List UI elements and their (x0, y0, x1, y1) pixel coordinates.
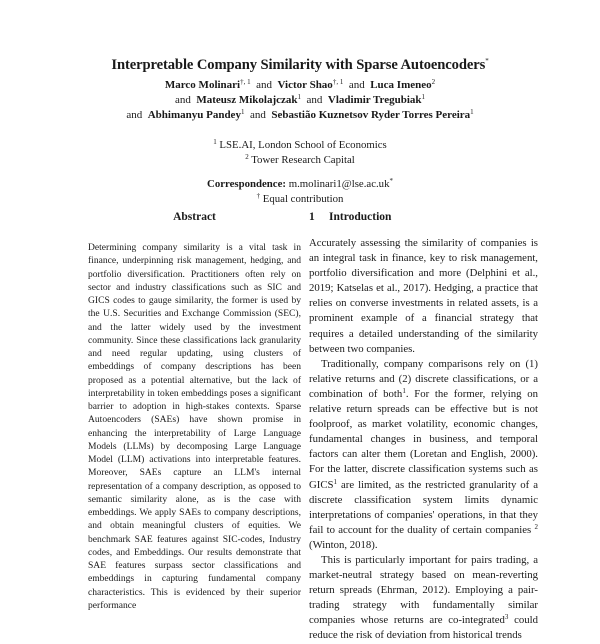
author-name: Mateusz Mikolajczak (196, 94, 298, 106)
author-affil-mark: 2 (431, 78, 436, 86)
text-span: . For the former, relying on relative return spreads can be effective but is not foolproof, as market volatility, economic changes, fundamental changes in business, and temporal factors can alter them (Loretan and English, 2000). For the latter, discrete classification systems such as GICS (309, 387, 538, 491)
text-span: are limited, as the restricted granularity of a discrete classification system limits dynamic interpretations of companies' operations, in that they fail to account for the duality of certain companies (309, 478, 538, 536)
correspondence-block (0, 177, 600, 206)
equal-contribution-mark: † (256, 191, 261, 200)
author-name: Sebastião Kuznetsov Ryder Torres Pereira (271, 109, 471, 121)
section-number: 1 (309, 211, 315, 223)
and-separator: and (256, 79, 272, 91)
title-footnote-mark: * (485, 57, 489, 65)
author-affil-mark: 1 (240, 108, 245, 116)
intro-paragraph-3 (309, 553, 538, 644)
section-title: Introduction (329, 211, 392, 223)
introduction-heading (309, 211, 391, 223)
text-span: (Winton, 2018). (309, 538, 378, 551)
affiliation-text: Tower Research Capital (251, 153, 355, 166)
affiliations (0, 138, 600, 167)
paper-title (0, 57, 600, 74)
author-affil-mark: †, 1 (332, 78, 344, 86)
correspondence-mark: * (389, 177, 393, 185)
text-span: Traditionally, company comparisons rely on (1) relative returns and (2) discrete classifications, or a combination of both (309, 357, 538, 400)
author-affil-mark: 1 (421, 93, 426, 101)
correspondence-line (0, 177, 600, 192)
author-affil-mark: 1 (297, 93, 301, 101)
abstract-text: Determining company similarity is a vital task in finance, underpinning risk management, hedging, and portfolio diversification. Practitioners often rely on sector and industry classifications such as SIC and GICS codes to gauge similarity, the former is used by the U.S. Securities and Exchange Commission (SEC), and the latter widely used by the investment community. Since these classifications lack granularity and need regular updating, using clusters of embeddings of company descriptions has been proposed as a potential alternative, but the lack of interpretability in token embeddings poses a significant barrier to adoption in high-stakes contexts. Sparse Autoencoders (SAEs) have shown promise in enhancing the interpretability of Large Language Models (LLMs) by decomposing Large Language Model (LLM) activations into interpretable features. Moreover, SAEs capture an LLM's internal representation of a company description, as opposed to semantic similarity alone, as is the case with embeddings. We apply SAEs to company descriptions, and obtain meaningful clusters of equities. We benchmark SAE features against SIC-codes, Industry codes, and Embeddings. Our results demonstrate that SAE features surpass sector classifications and embeddings in capturing fundamental company characteristics. This is evidenced by their superior performance (88, 242, 301, 611)
and-separator: and (174, 94, 191, 106)
affiliation-text: LSE.AI, London School of Economics (219, 139, 387, 151)
text-span: This is particularly important for pairs trading, a market-neutral strategy based on mean-reverting return spreads (Ehrman, 2012). Employing a pair-trading strategy with fundamentally similar companies whose returns are co-integrated (309, 553, 538, 627)
author-line-2 (0, 93, 600, 108)
author-name: Abhimanyu Pandey (147, 109, 241, 121)
and-separator: and (348, 79, 365, 91)
author-list (0, 78, 600, 123)
intro-paragraph-1: Accurately assessing the similarity of companies is an integral task in finance, key to risk management, portfolio diversification and more (Delphini et al., 2019; Katselas et al., 2017). Hedging, a practice that relies on converse investments in related assets, is a prominent example of a financial strategy that requires a detailed understanding of the similarity between two companies. (309, 237, 538, 355)
intro-paragraph-2 (309, 357, 538, 553)
title-text: Interpretable Company Similarity with Sparse Autoencoders (111, 57, 486, 73)
and-separator: and (249, 109, 266, 121)
affiliation-1 (0, 138, 600, 153)
author-name: Marco Molinari (164, 79, 241, 91)
correspondence-label: Correspondence: (207, 178, 286, 190)
author-name: Victor Shao (277, 79, 333, 91)
equal-contribution-note (0, 192, 600, 207)
introduction-body (309, 236, 538, 644)
author-line-1 (0, 78, 600, 93)
footnote-mark: 3 (504, 613, 509, 622)
affiliation-mark: 2 (245, 152, 249, 161)
text-span: could reduce the risk of deviation from historical trends (309, 614, 538, 642)
affiliation-2 (0, 153, 600, 168)
correspondence-email: m.molinari1@lse.ac.uk (288, 178, 390, 190)
author-line-3 (0, 108, 600, 123)
footnote-mark: 2 (534, 522, 538, 531)
author-name: Luca Imeneo (370, 79, 432, 91)
and-separator: and (306, 94, 323, 106)
author-affil-mark: 1 (470, 108, 474, 116)
affiliation-mark: 1 (213, 138, 217, 146)
equal-contribution-text: Equal contribution (262, 192, 344, 205)
author-affil-mark: †, 1 (240, 78, 251, 86)
footnote-mark: 1 (333, 477, 337, 486)
abstract-body (88, 241, 301, 612)
and-separator: and (126, 109, 143, 121)
author-name: Vladimir Tregubiak (327, 94, 422, 106)
abstract-heading: Abstract (173, 211, 216, 223)
footnote-mark: 1 (402, 386, 406, 395)
